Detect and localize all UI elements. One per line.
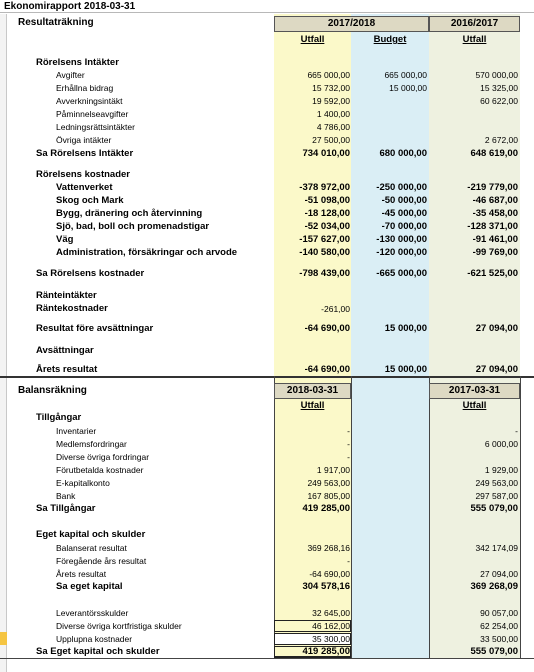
cell-budget[interactable]: 15 000,00 [384, 364, 427, 375]
cell-utfall[interactable]: - [347, 426, 350, 436]
cell-prev[interactable]: 342 174,09 [475, 543, 518, 553]
row-label: Årets resultat [36, 364, 98, 375]
cell-budget[interactable]: -250 000,00 [376, 182, 427, 193]
cell-utfall[interactable]: 249 563,00 [307, 478, 350, 488]
row-label: Föregående års resultat [56, 556, 147, 566]
cell-utfall[interactable]: 419 285,00 [302, 646, 350, 657]
cell-budget[interactable]: -130 000,00 [376, 234, 427, 245]
row-label: Upplupna kostnader [56, 634, 133, 644]
row-label: Erhållna bidrag [56, 83, 114, 93]
prev-utfall-subheader: Utfall [462, 400, 487, 411]
row-label: Skog och Mark [56, 195, 124, 206]
selected-row-indicator [0, 632, 7, 645]
equity-heading: Eget kapital och skulder [36, 529, 146, 540]
date-prev-header: 2017-03-31 [429, 383, 520, 399]
row-label: Sa Eget kapital och skulder [36, 646, 160, 657]
cell-budget[interactable]: -120 000,00 [376, 247, 427, 258]
row-label: Bank [56, 491, 76, 501]
column-border [520, 376, 521, 658]
cell-budget[interactable]: 15 000,00 [384, 323, 427, 334]
income-section-title: Resultaträkning [18, 17, 94, 28]
cell-prev[interactable]: 369 268,09 [470, 581, 518, 592]
cell-utfall[interactable]: -157 627,00 [299, 234, 350, 245]
cell-prev[interactable]: -35 458,00 [472, 208, 518, 219]
row-label: Inventarier [56, 426, 97, 436]
cell-utfall[interactable]: -51 098,00 [304, 195, 350, 206]
cell-utfall[interactable]: -52 034,00 [304, 221, 350, 232]
column-border [429, 376, 430, 658]
row-label: Vattenverket [56, 182, 113, 193]
cost-heading: Rörelsens kostnader [36, 169, 130, 180]
prev-year-column-bg [429, 14, 520, 658]
cell-prev[interactable]: 27 094,00 [480, 569, 518, 579]
column-border [351, 376, 352, 658]
cell-utfall[interactable]: -64 690,00 [304, 323, 350, 334]
interest-income-label: Ränteintäkter [36, 290, 97, 301]
row-label: Medlemsfordringar [56, 439, 127, 449]
cell-utfall[interactable]: -64 690,00 [309, 569, 350, 579]
cell-utfall[interactable]: 665 000,00 [307, 70, 350, 80]
row-label: Räntekostnader [36, 303, 108, 314]
report-title: Ekonomirapport 2018-03-31 [0, 0, 534, 13]
cell-prev[interactable]: 555 079,00 [470, 503, 518, 514]
cell-utfall[interactable]: - [347, 556, 350, 566]
row-label: Förutbetalda kostnader [56, 465, 144, 475]
row-label: Sa Rörelsens Intäkter [36, 148, 134, 159]
cell-utfall[interactable]: -64 690,00 [304, 364, 350, 375]
utfall-subheader: Utfall [300, 400, 325, 411]
row-label: Sjö, bad, boll och promenadstigar [56, 221, 210, 232]
date-current-header: 2018-03-31 [274, 383, 351, 399]
cell-prev[interactable]: 570 000,00 [475, 70, 518, 80]
cell-prev[interactable]: 60 622,00 [480, 96, 518, 106]
cell-budget[interactable]: -50 000,00 [381, 195, 427, 206]
cell-utfall[interactable]: 734 010,00 [302, 148, 350, 159]
cell-budget[interactable]: -45 000,00 [381, 208, 427, 219]
cell-utfall[interactable]: -798 439,00 [299, 268, 350, 279]
cell-prev[interactable]: 6 000,00 [484, 439, 518, 449]
cell-utfall[interactable]: 46 162,00 [312, 621, 350, 631]
row-label: Sa Tillgångar [36, 503, 96, 514]
cell-utfall[interactable]: 419 285,00 [302, 503, 350, 514]
cell-prev[interactable]: -621 525,00 [467, 268, 518, 279]
period-prev-header: 2016/2017 [429, 16, 520, 32]
cell-prev[interactable]: 62 254,00 [480, 621, 518, 631]
row-label: Ledningsrättsintäkter [56, 122, 135, 132]
column-border [274, 376, 275, 658]
row-label: Avverkningsintäkt [56, 96, 123, 106]
section-divider [0, 376, 534, 378]
period-current-header: 2017/2018 [274, 16, 429, 32]
cell-budget[interactable]: -665 000,00 [376, 268, 427, 279]
bottom-border [0, 658, 534, 659]
cell-prev[interactable]: -99 769,00 [472, 247, 518, 258]
cell-prev[interactable]: -219 779,00 [467, 182, 518, 193]
assets-heading: Tillgångar [36, 412, 82, 423]
cell-budget[interactable]: 15 000,00 [389, 83, 427, 93]
row-label: Administration, försäkringar och arvode [56, 247, 238, 258]
cell-utfall[interactable]: 369 268,16 [307, 543, 350, 553]
row-label: Avgifter [56, 70, 85, 80]
budget-column-bg [351, 14, 429, 658]
cell-utfall[interactable]: 19 592,00 [312, 96, 350, 106]
utfall-subheader: Utfall [300, 34, 325, 45]
cell-utfall[interactable]: 35 300,00 [312, 634, 350, 644]
cell-utfall[interactable]: 4 786,00 [316, 122, 350, 132]
budget-subheader: Budget [373, 34, 407, 45]
cell-prev[interactable]: 555 079,00 [470, 646, 518, 657]
cell-prev[interactable]: 27 094,00 [475, 364, 518, 375]
cell-utfall[interactable]: - [347, 439, 350, 449]
cell-utfall[interactable]: 27 500,00 [312, 135, 350, 145]
cell-prev[interactable]: -91 461,00 [472, 234, 518, 245]
cell-utfall[interactable]: -140 580,00 [299, 247, 350, 258]
cell-utfall[interactable]: 304 578,16 [302, 581, 350, 592]
balance-section-title: Balansräkning [18, 385, 87, 396]
row-label: Balanserat resultat [56, 543, 127, 553]
cell-utfall[interactable]: 167 805,00 [307, 491, 350, 501]
row-label: Leverantörsskulder [56, 608, 129, 618]
cell-prev[interactable]: -46 687,00 [472, 195, 518, 206]
revenue-heading: Rörelsens Intäkter [36, 57, 119, 68]
cell-prev[interactable]: 90 057,00 [480, 608, 518, 618]
cell-utfall[interactable]: - [347, 452, 350, 462]
cell-prev[interactable]: - [515, 426, 518, 436]
cell-utfall[interactable]: -18 128,00 [304, 208, 350, 219]
row-label: Övriga intäkter [56, 135, 112, 145]
cell-utfall[interactable]: 1 400,00 [316, 109, 350, 119]
row-label: Resultat före avsättningar [36, 323, 154, 334]
cell-utfall[interactable]: 32 645,00 [312, 608, 350, 618]
row-label: Sa Rörelsens kostnader [36, 268, 145, 279]
cell-prev[interactable]: 27 094,00 [475, 323, 518, 334]
cell-budget[interactable]: -70 000,00 [381, 221, 427, 232]
cell-budget[interactable]: 665 000,00 [384, 70, 427, 80]
row-label: Diverse övriga kortfristiga skulder [56, 621, 182, 631]
cell-prev[interactable]: 249 563,00 [475, 478, 518, 488]
row-label: Påminnelseavgifter [56, 109, 129, 119]
row-label: Årets resultat [56, 569, 107, 579]
cell-utfall[interactable]: 1 917,00 [316, 465, 350, 475]
cell-prev[interactable]: 1 929,00 [484, 465, 518, 475]
cell-budget[interactable]: 680 000,00 [379, 148, 427, 159]
cell-prev[interactable]: -128 371,00 [467, 221, 518, 232]
cell-utfall[interactable]: -378 972,00 [299, 182, 350, 193]
row-label: Bygg, dränering och återvinning [56, 208, 203, 219]
row-label: Väg [56, 234, 74, 245]
row-label: E-kapitalkonto [56, 478, 110, 488]
cell-prev[interactable]: 297 587,00 [475, 491, 518, 501]
cell-utfall[interactable]: -261,00 [321, 304, 350, 314]
cell-prev[interactable]: 33 500,00 [480, 634, 518, 644]
row-label: Diverse övriga fordringar [56, 452, 150, 462]
cell-prev[interactable]: 2 672,00 [484, 135, 518, 145]
prev-utfall-subheader: Utfall [462, 34, 487, 45]
cell-utfall[interactable]: 15 732,00 [312, 83, 350, 93]
row-label: Sa eget kapital [56, 581, 123, 592]
cell-prev[interactable]: 15 325,00 [480, 83, 518, 93]
alloc-label: Avsättningar [36, 345, 94, 356]
row-header-gutter[interactable] [0, 14, 7, 672]
cell-prev[interactable]: 648 619,00 [470, 148, 518, 159]
